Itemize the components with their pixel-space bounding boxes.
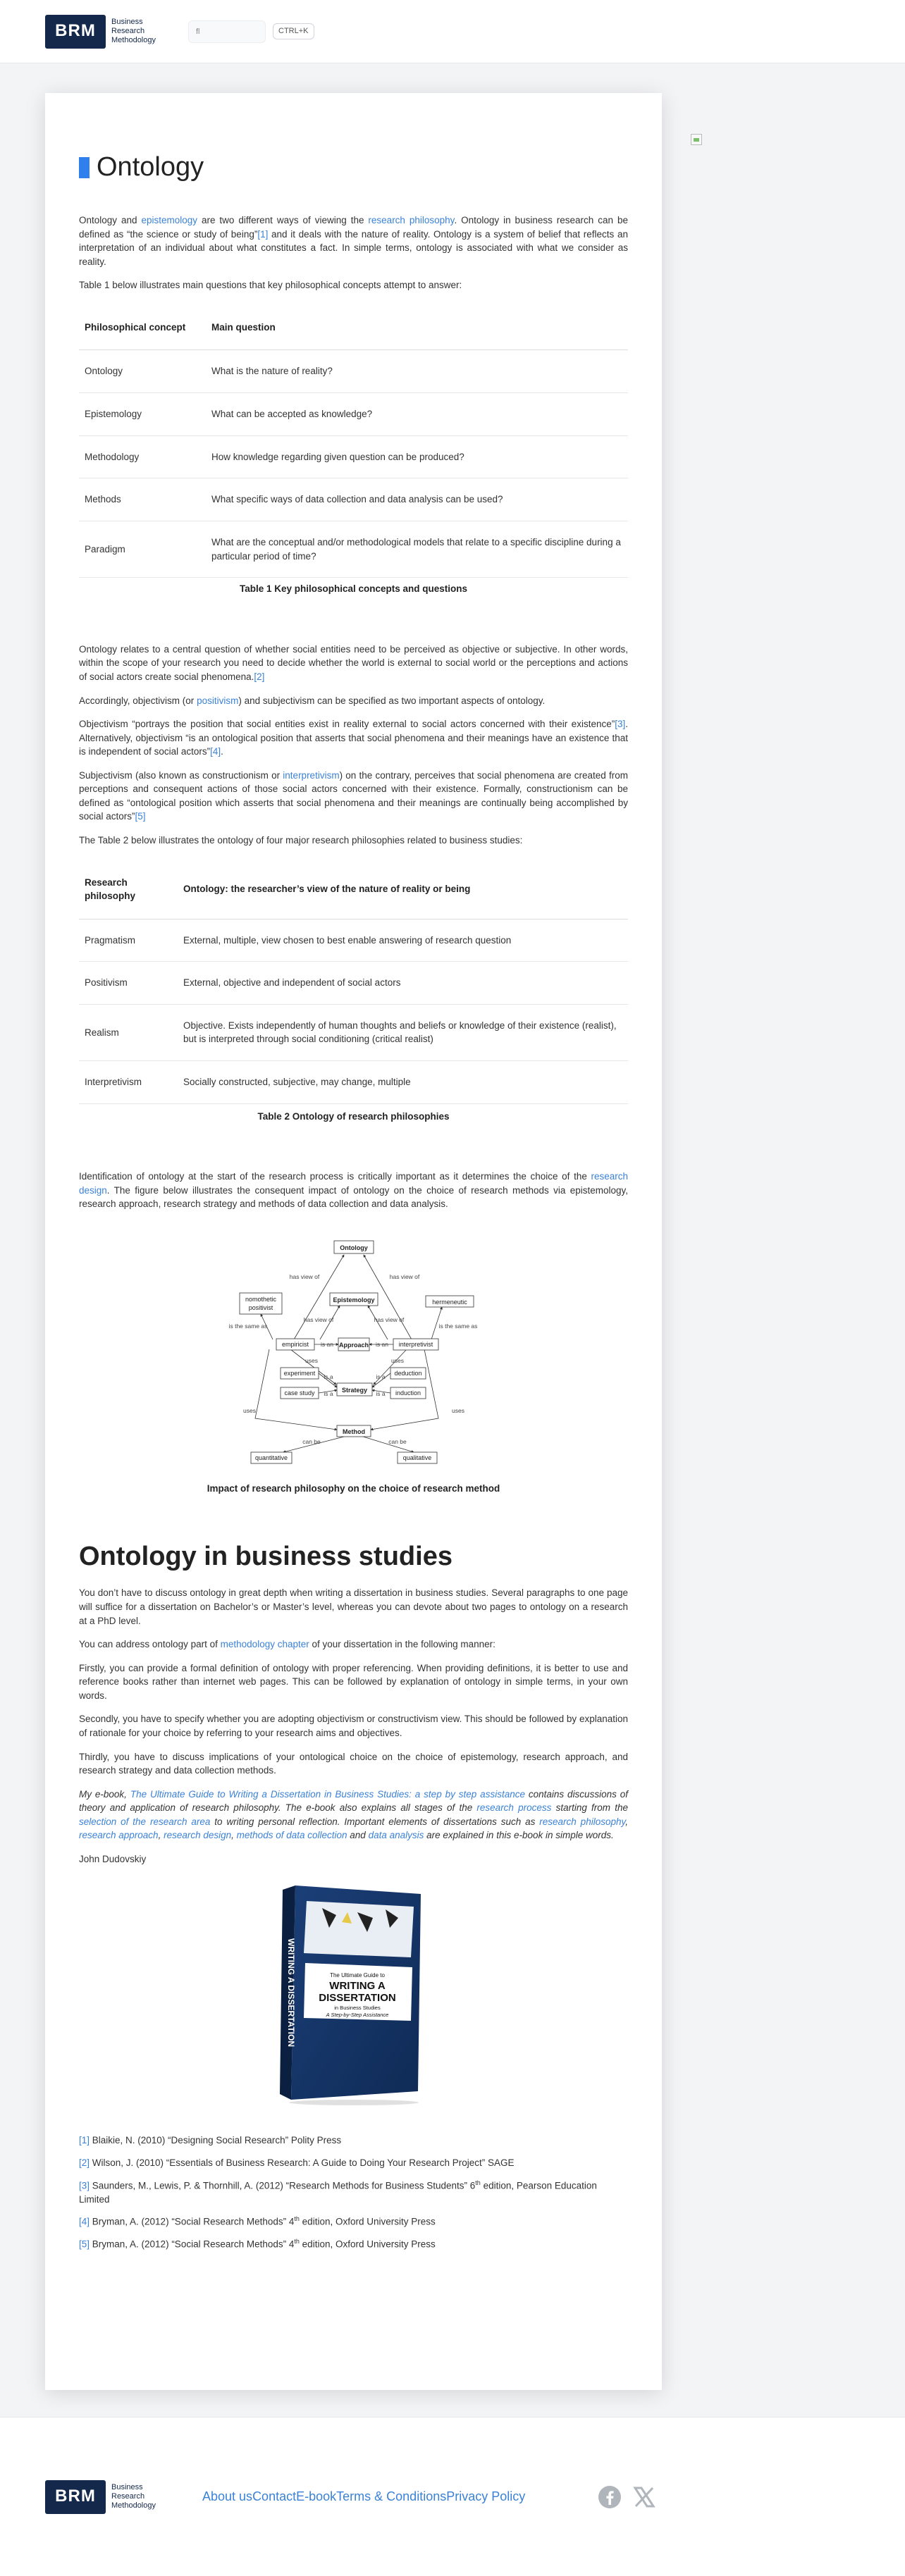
diagram-label: can be <box>302 1437 321 1445</box>
table2-caption: Table 2 Ontology of research philosophies <box>257 1110 450 1122</box>
diagram-node-approach: Approach <box>338 1341 369 1349</box>
link-research-philosophy-2[interactable]: research philosophy <box>539 1816 626 1827</box>
reference-item: [2] Wilson, J. (2010) “Essentials of Business Research: A Guide to Doing Your Research Project” SAGE <box>79 2157 515 2168</box>
diagram-node-experiment: experiment <box>283 1369 315 1377</box>
logo-text: Business Research Methodology <box>111 17 156 45</box>
diagram-node-method: Method <box>342 1428 365 1435</box>
diagram-node-ontology: Ontology <box>339 1244 368 1251</box>
logo-text: Business Research Methodology <box>111 2482 156 2510</box>
table1-caption: Table 1 Key philosophical concepts and questions <box>239 583 468 595</box>
diagram-label: is the same as <box>228 1322 267 1330</box>
reference-item: [3] Saunders, M., Lewis, P. & Thornhill, A. (2012) “Research Methods for Business Students” 6th edition, Pearson Education Limited <box>79 2179 597 2205</box>
link-research-philosophy[interactable]: research philosophy <box>368 215 455 226</box>
reference-anchor[interactable]: [2] <box>79 2157 90 2168</box>
diagram-label: has view of <box>374 1315 404 1323</box>
table-header: Philosophical concept <box>79 305 206 350</box>
diagram-label: is the same as <box>438 1322 477 1330</box>
paragraph-objectivism-subjectivism: Accordingly, objectivism (or positivism) and subjectivism can be specified as two important aspects of ontology. <box>79 695 546 706</box>
table-row: Ontology What is the nature of reality? <box>79 350 628 393</box>
section-paragraph: Firstly, you can provide a formal definition of ontology with proper referencing. When providing definitions, it is better to use and reference books rather than internet web pages. This can be followed by explanation of ontology in simple terms, in your own words. <box>79 1662 628 1701</box>
site-logo[interactable] <box>45 15 156 49</box>
author-name: John Dudovskiy <box>79 1853 147 1864</box>
link-research-process[interactable]: research process <box>476 1802 552 1814</box>
reference-item: [1] Blaikie, N. (2010) “Designing Social Research” Polity Press <box>79 2135 342 2146</box>
research-philosophy-diagram <box>213 1228 495 1468</box>
book-line: DISSERTATION <box>318 1992 396 2005</box>
search-shortcut: CTRL+K <box>273 23 314 40</box>
footer-nav <box>167 2487 525 2506</box>
book-line: The Ultimate Guide to <box>329 1972 385 1979</box>
x-icon[interactable] <box>633 2486 655 2508</box>
ebook-paragraph: My e-book, The Ultimate Guide to Writing a Dissertation in Business Studies: a step by step assistance contains discussions of theory and application of research philosophy. The e-book also explains all stages of the research process starting from the selection of the research area to writing personal reflection. Important elements of dissertations such as research philosophy, research approach, research design, methods of data collection and data analysis are explained in this e-book in simple words. <box>79 1788 629 1841</box>
section-paragraph: You don’t have to discuss ontology in great depth when writing a dissertation in business studies. Several paragraphs to one page will suffice for a dissertation on Bachelor’s or Master’s level, whereas you can devote about two pages to ontology on a research at a PhD level. <box>79 1587 628 1626</box>
section-paragraph: Thirdly, you have to discuss implications of your ontological choice on the choice of epistemology, research approach, and research strategy and data collection methods. <box>79 1751 628 1776</box>
article <box>45 93 662 2390</box>
table-row: Positivism External, objective and independent of social actors <box>79 962 628 1005</box>
link-data-collection[interactable]: methods of data collection <box>236 1830 347 1841</box>
link-data-analysis[interactable]: data analysis <box>368 1830 424 1841</box>
social-links <box>598 2485 655 2509</box>
footnote-ref-3[interactable]: [3] <box>615 719 626 730</box>
reference-anchor[interactable]: [5] <box>79 2238 90 2250</box>
reference-anchor[interactable]: [4] <box>79 2216 90 2227</box>
table-header: Main question <box>206 305 628 350</box>
title-accent-bar <box>79 157 90 178</box>
paragraph-objectivism: Objectivism “portrays the position that social entities exist in reality external to social actors concerned with their existence”[3]. Alternatively, objectivism “is an ontological position that asserts that social phenomena and their meanings have an existence that is independent of social actors”[4]. <box>79 719 628 757</box>
diagram-label: is a <box>375 1389 386 1397</box>
intro-paragraph: Ontology and epistemology are two different ways of viewing the research philosophy. Ontology in business research can be defined as “the science or study of being”[1] and it deals with the nature of reality. Ontology is a system of belief that reflects an interpretation of an individual about what constitutes a fact. In simple terms, ontology is associated with what we consider as reality. <box>79 215 628 267</box>
reference-item: [4] Bryman, A. (2012) “Social Research Methods” 4th edition, Oxford University Press <box>79 2215 436 2227</box>
logo-mark: BRM <box>45 15 106 49</box>
reference-anchor[interactable]: [1] <box>79 2135 90 2146</box>
link-ebook[interactable]: The Ultimate Guide to Writing a Dissertation in Business Studies: a step by step assistance <box>130 1788 525 1800</box>
paragraph-research-design: Identification of ontology at the start of the research process is critically important as it determines the choice of the research design. The figure below illustrates the consequent impact of ontology on the choice of research methods via epistemology, research approach, research strategy and methods of data collection and data analysis. <box>79 1171 628 1210</box>
diagram-node-interpretivist: interpretivist <box>398 1340 433 1348</box>
table-philosophical-concepts <box>79 305 628 578</box>
table-header: Research philosophy <box>79 860 178 919</box>
footnote-ref-4[interactable]: [4] <box>210 746 221 757</box>
table-row: Paradigm What are the conceptual and/or methodological models that relate to a specific discipline during a particular period of time? <box>79 521 628 578</box>
diagram-node-strategy: Strategy <box>341 1386 367 1394</box>
section-paragraph: You can address ontology part of methodology chapter of your dissertation in the following manner: <box>79 1639 495 1650</box>
diagram-label: uses <box>451 1406 464 1414</box>
diagram-node-positivist: positivist <box>248 1304 273 1311</box>
link-methodology-chapter[interactable]: methodology chapter <box>220 1639 309 1650</box>
ebook-cover[interactable] <box>280 1880 428 2105</box>
broken-image-icon <box>691 134 702 145</box>
link-epistemology[interactable]: epistemology <box>141 215 197 226</box>
table-row: Interpretivism Socially constructed, subjective, may change, multiple <box>79 1060 628 1103</box>
section-title: Ontology in business studies <box>79 1542 453 1572</box>
footnote-ref-1[interactable]: [1] <box>257 228 269 240</box>
table-row: Realism Objective. Exists independently of human thoughts and beliefs or knowledge of their existence (realist), but is interpreted through social conditioning (critical realist) <box>79 1004 628 1060</box>
diagram-node-empiricist: empiricist <box>281 1340 309 1348</box>
table-research-philosophies <box>79 860 628 1104</box>
diagram-node-epistemology: Epistemology <box>332 1296 375 1304</box>
diagram-caption: Impact of research philosophy on the choice of research method <box>207 1482 500 1494</box>
diagram-node-nomothetic: nomothetic <box>245 1295 276 1303</box>
link-research-design[interactable]: research design <box>79 1171 628 1196</box>
reference-item: [5] Bryman, A. (2012) “Social Research Methods” 4th edition, Oxford University Press <box>79 2238 436 2250</box>
footer-link-terms[interactable]: Terms & Conditions <box>336 2489 447 2504</box>
diagram-label: uses <box>242 1406 256 1414</box>
diagram-label: has view of <box>389 1272 419 1280</box>
diagram-label: uses <box>304 1356 318 1364</box>
footer-link-about[interactable]: About us <box>202 2489 253 2504</box>
table-row: Epistemology What can be accepted as knowledge? <box>79 393 628 436</box>
paragraph-objective-subjective: Ontology relates to a central question of whether social entities need to be perceived as objective or subjective. In other words, within the scope of your research you need to decide whether the world is external to social world or the perceptions and actions of social actors create social phenomena.[2] <box>79 643 628 682</box>
table-row: Pragmatism External, multiple, view chosen to best enable answering of research question <box>79 919 628 962</box>
footer-link-contact[interactable]: Contact <box>252 2489 297 2504</box>
table-row: Methodology How knowledge regarding given question can be produced? <box>79 435 628 478</box>
table-header: Ontology: the researcher’s view of the nature of reality or being <box>178 860 628 919</box>
link-research-design-2[interactable]: research design <box>164 1830 232 1841</box>
diagram-node-hermeneutic: hermeneutic <box>431 1298 467 1306</box>
diagram-label: is a <box>375 1373 386 1380</box>
section-paragraph: Secondly, you have to specify whether you are adopting objectivism or constructivism view. This should be followed by explanation of rationale for your choice by referring to your research aims and objectives. <box>79 1714 628 1738</box>
link-positivism[interactable]: positivism <box>197 695 239 706</box>
diagram-label: can be <box>388 1437 407 1445</box>
diagram-label: is an <box>375 1340 388 1348</box>
diagram-label: uses <box>390 1356 404 1364</box>
search-bar <box>188 20 314 43</box>
reference-anchor[interactable]: [3] <box>79 2180 90 2191</box>
table1-intro: Table 1 below illustrates main questions that key philosophical concepts attempt to answer: <box>79 280 462 291</box>
facebook-icon[interactable] <box>598 2485 622 2509</box>
diagram-node-qualitative: qualitative <box>402 1454 431 1461</box>
diagram-label: is a <box>323 1389 333 1397</box>
logo-mark: BRM <box>45 2480 106 2514</box>
link-interpretivism[interactable]: interpretivism <box>283 769 340 781</box>
site-header <box>0 0 905 63</box>
footer-link-privacy[interactable]: Privacy Policy <box>446 2489 526 2504</box>
diagram-node-deduction: deduction <box>393 1369 422 1377</box>
diagram-label: is a <box>323 1373 333 1380</box>
book-line: A Step-by-Step Assistance <box>326 2012 388 2019</box>
book-line: in Business Studies <box>333 2005 381 2012</box>
table-row: Methods What specific ways of data collection and data analysis can be used? <box>79 478 628 521</box>
link-selection-research-area[interactable]: selection of the research area <box>79 1816 211 1827</box>
footnote-ref-5[interactable]: [5] <box>135 811 146 822</box>
paragraph-subjectivism: Subjectivism (also known as constructionism or interpretivism) on the contrary, perceives that social phenomena are created from perceptions and consequent actions of those social actors concerned with their existence. Formally, constructionism can be defined as “ontological position which asserts that social phenomena and their meanings are continually being accomplished by social actors”[5] <box>79 769 629 822</box>
link-research-approach[interactable]: research approach <box>79 1830 159 1841</box>
site-footer <box>0 2417 905 2576</box>
diagram-label: has view of <box>303 1315 333 1323</box>
table2-intro: The Table 2 below illustrates the ontology of four major research philosophies related to business studies: <box>79 835 523 846</box>
footer-logo[interactable] <box>45 2480 156 2514</box>
footer-link-ebook[interactable]: E-book <box>296 2489 337 2504</box>
diagram-node-quantitative: quantitative <box>254 1454 288 1461</box>
footnote-ref-2[interactable]: [2] <box>254 671 265 682</box>
diagram-node-induction: induction <box>395 1389 421 1397</box>
page-title: Ontology <box>79 148 628 187</box>
search-input[interactable] <box>188 20 266 43</box>
references <box>79 2134 628 2251</box>
book-spine-title: WRITING A DISSERTATION <box>285 1938 296 2048</box>
diagram-label: has view of <box>289 1272 319 1280</box>
book-line: WRITING A <box>328 1980 386 1993</box>
diagram-label: is an <box>320 1340 333 1348</box>
diagram-node-case-study: case study <box>283 1389 315 1397</box>
